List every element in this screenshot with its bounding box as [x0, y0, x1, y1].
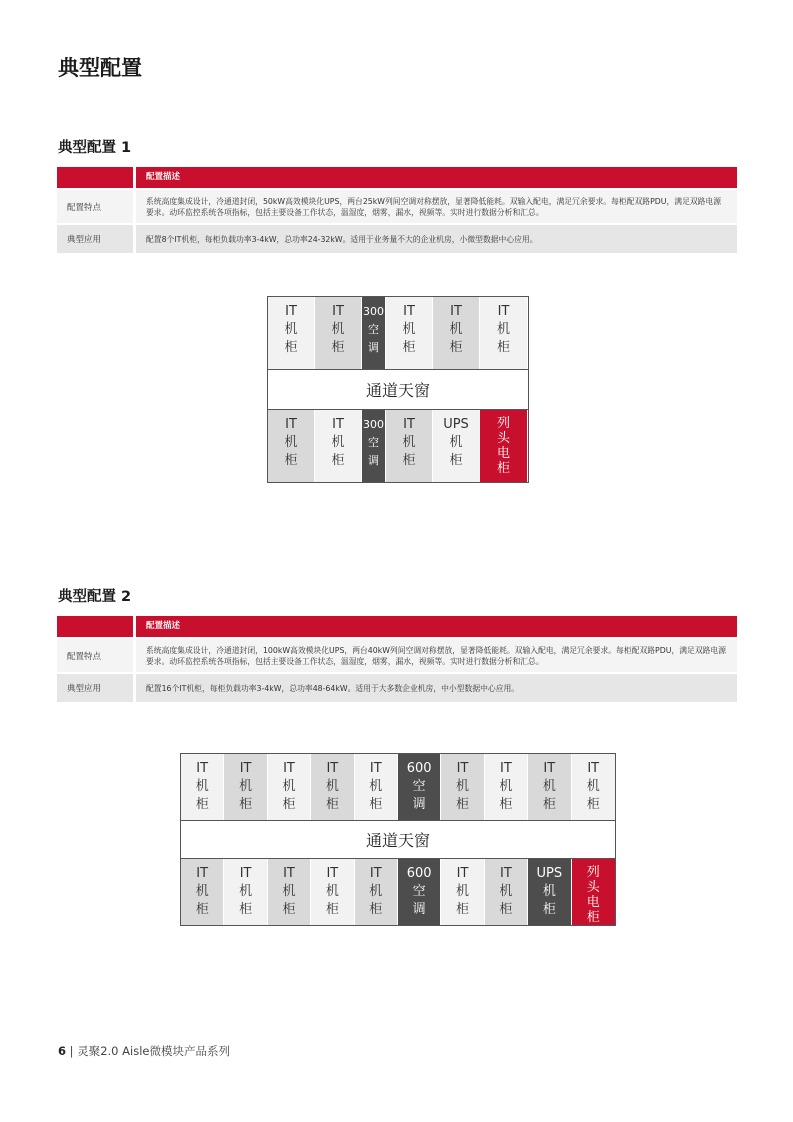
cabinet-label-line: 调: [368, 341, 379, 354]
row-label: 典型应用: [57, 225, 133, 253]
cabinet-label-line: 电: [586, 895, 600, 910]
cabinet-label-line: IT: [326, 761, 339, 776]
cabinet-label-line: IT: [332, 417, 344, 432]
cabinet-label-line: 柜: [449, 340, 463, 355]
row-label: 配置特点: [57, 639, 133, 672]
it-cabinet: [485, 859, 528, 925]
cabinet-label-line: IT: [403, 417, 415, 432]
row-label: 典型应用: [57, 674, 133, 702]
cabinet-label-line: 机: [239, 779, 253, 794]
cabinet-label-line: 电: [496, 446, 510, 461]
cabinet-label-line: 机: [456, 779, 470, 794]
cabinet-label-line: 柜: [402, 453, 416, 468]
it-cabinet: [485, 754, 528, 820]
cabinet-label-line: 机: [499, 884, 513, 899]
cabinet-label-line: 柜: [586, 910, 600, 925]
cabinet-label-line: 调: [412, 902, 426, 917]
cabinet-label-line: IT: [283, 866, 295, 881]
cabinet-label-line: 机: [284, 322, 298, 337]
cabinet-label-line: 柜: [195, 902, 209, 917]
cabinet-label-line: 调: [368, 454, 379, 467]
cabinet-label-line: 柜: [499, 902, 513, 917]
air-conditioner-unit: [398, 859, 441, 925]
cabinet-label-line: 调: [412, 797, 426, 812]
cabinet-label-line: IT: [196, 866, 209, 881]
it-cabinet: [311, 859, 354, 925]
it-cabinet: [528, 754, 571, 820]
section-1-title: 典型配置 1: [58, 140, 132, 156]
cabinet-label-line: 机: [195, 884, 209, 899]
cabinet-label-line: 机: [195, 779, 209, 794]
cabinet-label-line: 列: [496, 416, 510, 431]
it-cabinet: [268, 859, 311, 925]
bottom-rack-row: [268, 410, 528, 482]
cabinet-label-line: 机: [239, 884, 253, 899]
cabinet-label-line: 柜: [282, 902, 296, 917]
top-rack-row: [181, 754, 615, 820]
cabinet-label-line: 空: [412, 779, 426, 794]
it-cabinet: [480, 297, 527, 369]
table-row: [57, 674, 737, 702]
ups-cabinet: [528, 859, 571, 925]
row-value: 配置16个IT机柜，每柜负载功率3-4kW，总功率48-64kW。适用于大多数企业机房，中小型数据中心应用。: [136, 674, 737, 702]
cabinet-label-line: 机: [331, 322, 345, 337]
air-conditioner-unit: [362, 410, 386, 482]
header-spacer: [57, 616, 133, 637]
footer-separator: |: [69, 1044, 74, 1058]
it-cabinet: [386, 410, 433, 482]
cabinet-label-line: IT: [450, 304, 462, 319]
cabinet-label-line: IT: [332, 304, 344, 319]
cabinet-label-line: 机: [499, 779, 513, 794]
cabinet-label-line: 柜: [542, 797, 556, 812]
cabinet-label-line: 头: [496, 431, 510, 446]
cabinet-label-line: 机: [325, 779, 339, 794]
cabinet-label-line: 柜: [239, 902, 253, 917]
cabinet-label-line: IT: [285, 417, 297, 432]
cabinet-label-line: 柜: [369, 797, 383, 812]
header-label: 配置描述: [136, 616, 737, 637]
top-rack-row: [268, 297, 528, 369]
cabinet-label-line: 机: [542, 779, 556, 794]
aisle-skylight: 通道天窗: [268, 369, 528, 410]
page-number: 6: [58, 1044, 67, 1058]
cabinet-label-line: IT: [369, 866, 382, 881]
cabinet-label-line: 空: [412, 884, 426, 899]
cabinet-label-line: 机: [369, 779, 383, 794]
footer-text: 灵聚2.0 Aisle微模块产品系列: [77, 1044, 230, 1058]
cabinet-label-line: 柜: [325, 902, 339, 917]
config-table-2: [57, 616, 737, 702]
table-row: [57, 190, 737, 223]
cabinet-label-line: IT: [587, 761, 600, 776]
cabinet-label-line: 机: [402, 435, 416, 450]
it-cabinet: [386, 297, 433, 369]
layout-diagram-2: [180, 753, 616, 926]
it-cabinet: [181, 859, 224, 925]
cabinet-label-line: IT: [500, 866, 512, 881]
cabinet-label-line: 柜: [499, 797, 513, 812]
cabinet-label-line: 空: [368, 436, 379, 449]
page-footer: [58, 1043, 230, 1059]
cabinet-label-line: IT: [497, 304, 510, 319]
cabinet-label-line: IT: [403, 304, 415, 319]
bottom-rack-row: [181, 859, 615, 925]
cabinet-label-line: 柜: [456, 797, 470, 812]
cabinet-label-line: 柜: [369, 902, 383, 917]
cabinet-label-line: 机: [542, 884, 556, 899]
cabinet-label-line: UPS: [536, 866, 563, 881]
cabinet-label-line: 机: [456, 884, 470, 899]
cabinet-label-line: 机: [284, 435, 298, 450]
cabinet-label-line: 头: [586, 880, 600, 895]
cabinet-label-line: 空: [368, 323, 379, 336]
section-2-title: 典型配置 2: [58, 589, 132, 605]
cabinet-label-line: 柜: [284, 453, 298, 468]
it-cabinet: [355, 754, 398, 820]
cabinet-label-line: 机: [282, 779, 296, 794]
cabinet-label-line: 柜: [239, 797, 253, 812]
cabinet-label-line: 300: [363, 418, 384, 431]
air-conditioner-unit: [362, 297, 386, 369]
cabinet-label-line: 列: [586, 865, 600, 880]
ups-cabinet: [433, 410, 480, 482]
column-head-power-cabinet: [480, 410, 527, 482]
cabinet-label-line: 柜: [195, 797, 209, 812]
cabinet-label-line: IT: [285, 304, 297, 319]
cabinet-label-line: 柜: [331, 453, 345, 468]
cabinet-label-line: 柜: [456, 902, 470, 917]
cabinet-label-line: 600: [406, 866, 432, 881]
cabinet-label-line: 机: [282, 884, 296, 899]
page-title: 典型配置: [58, 56, 142, 80]
it-cabinet: [355, 859, 398, 925]
it-cabinet: [181, 754, 224, 820]
cabinet-label-line: IT: [196, 761, 209, 776]
it-cabinet: [268, 297, 315, 369]
it-cabinet: [311, 754, 354, 820]
cabinet-label-line: IT: [369, 761, 382, 776]
it-cabinet: [268, 754, 311, 820]
cabinet-label-line: IT: [543, 761, 556, 776]
cabinet-label-line: IT: [326, 866, 339, 881]
cabinet-label-line: 机: [331, 435, 345, 450]
cabinet-label-line: UPS: [443, 417, 469, 432]
cabinet-label-line: IT: [456, 866, 469, 881]
aisle-skylight: 通道天窗: [181, 820, 615, 859]
header-label: 配置描述: [136, 167, 737, 188]
header-spacer: [57, 167, 133, 188]
cabinet-label-line: 机: [369, 884, 383, 899]
table-row: [57, 639, 737, 672]
cabinet-label-line: IT: [239, 866, 252, 881]
cabinet-label-line: 机: [402, 322, 416, 337]
it-cabinet: [572, 754, 615, 820]
it-cabinet: [224, 754, 267, 820]
row-value: 系统高度集成设计，冷通道封闭，100kW高效模块化UPS，两台40kW列间空调对称摆放，显著降低能耗。双输入配电，满足冗余要求。每柜配双路PDU，满足双路电源要求。动环监控系统各项指标，包括主要设备工作状态，温湿度，烟雾，漏水，视频等。实时进行数据分析和汇总。: [136, 639, 737, 672]
table-row: [57, 225, 737, 253]
cabinet-label-line: 机: [586, 779, 600, 794]
row-value: 系统高度集成设计，冷通道封闭，50kW高效模块化UPS，两台25kW列间空调对称摆放，显著降低能耗。双输入配电，满足冗余要求。每柜配双路PDU，满足双路电源要求。动环监控系统各项指标，包括主要设备工作状态，温湿度，烟雾，漏水，视频等。实时进行数据分析和汇总。: [136, 190, 737, 223]
it-cabinet: [433, 297, 480, 369]
cabinet-label-line: 机: [496, 322, 510, 337]
column-head-power-cabinet: [572, 859, 615, 925]
cabinet-label-line: 300: [363, 305, 384, 318]
it-cabinet: [315, 297, 362, 369]
it-cabinet: [268, 410, 315, 482]
cabinet-label-line: IT: [500, 761, 512, 776]
cabinet-label-line: IT: [239, 761, 252, 776]
row-value: 配置8个IT机柜，每柜负载功率3-4kW，总功率24-32kW。适用于业务量不大的企业机房，小微型数据中心应用。: [136, 225, 737, 253]
it-cabinet: [441, 754, 484, 820]
it-cabinet: [224, 859, 267, 925]
cabinet-label-line: 柜: [402, 340, 416, 355]
cabinet-label-line: 柜: [449, 453, 463, 468]
cabinet-label-line: 柜: [325, 797, 339, 812]
cabinet-label-line: 柜: [586, 797, 600, 812]
row-label: 配置特点: [57, 190, 133, 223]
layout-diagram-1: [267, 296, 529, 483]
table-header-row: [57, 616, 737, 637]
it-cabinet: [315, 410, 362, 482]
it-cabinet: [441, 859, 484, 925]
cabinet-label-line: 柜: [496, 461, 510, 476]
cabinet-label-line: 机: [449, 322, 463, 337]
cabinet-label-line: 柜: [282, 797, 296, 812]
cabinet-label-line: 600: [406, 761, 432, 776]
air-conditioner-unit: [398, 754, 441, 820]
cabinet-label-line: 柜: [284, 340, 298, 355]
cabinet-label-line: 柜: [331, 340, 345, 355]
cabinet-label-line: 机: [325, 884, 339, 899]
cabinet-label-line: 机: [449, 435, 463, 450]
cabinet-label-line: 柜: [496, 340, 510, 355]
config-table-1: [57, 167, 737, 253]
table-header-row: [57, 167, 737, 188]
cabinet-label-line: IT: [456, 761, 469, 776]
cabinet-label-line: IT: [283, 761, 295, 776]
cabinet-label-line: 柜: [542, 902, 556, 917]
